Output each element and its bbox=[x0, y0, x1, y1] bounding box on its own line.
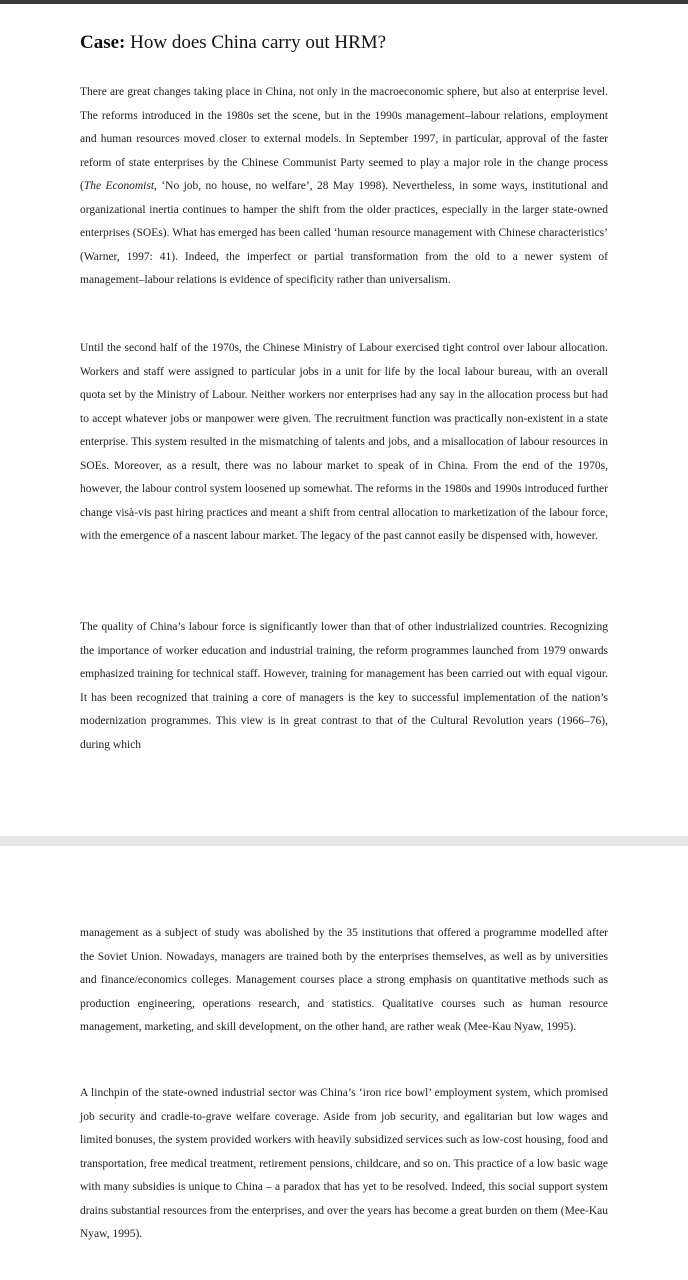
paragraph-1-italic-source: The Economist bbox=[83, 180, 155, 192]
case-title bbox=[80, 32, 386, 54]
paragraph-1 bbox=[80, 81, 608, 293]
paragraph-2: Until the second half of the 1970s, the Chinese Ministry of Labour exercised tight control over labour allocation. Workers and staff were assigned to particular jobs in a unit for life by the local labour bureau, with an overall quota set by the Ministry of Labour. Neither workers nor enterprises had any say in the allocation process but had to accept whatever jobs or manpower were given. The recruitment function was practically non-existent in a state enterprise. This system resulted in the mismatching of talents and jobs, and a misallocation of labour resources in SOEs. Moreover, as a result, there was no labour market to speak of in China. From the end of the 1970s, however, the labour control system loosened up somewhat. The reforms in the 1980s and 1990s introduced further change visà-vis past hiring practices and meant a shift from central allocation to marketization of the labour force, with the emergence of a nascent labour market. The legacy of the past cannot easily be dispensed with, however. bbox=[80, 342, 608, 542]
page-separator bbox=[0, 836, 688, 846]
paragraph-4: management as a subject of study was abolished by the 35 institutions that offered a programme modelled after the Soviet Union. Nowadays, managers are trained both by the enterprises themselves, as well as by universities and finance/economics colleges. Management courses place a strong emphasis on quantitative methods such as production engineering, operations research, and statistics. Qualitative courses such as human resource management, marketing, and skill development, on the other hand, are rather weak (Mee-Kau Nyaw, 1995). bbox=[80, 927, 608, 1033]
case-title-prefix: Case: bbox=[80, 32, 126, 53]
document-page-1 bbox=[0, 4, 688, 836]
paragraph-1-text-end: , ‘No job, no house, no welfare’, 28 May 1998). Nevertheless, in some ways, institutional and organizational inertia continues to hamper the shift from the older practices, especially in the larger state-owned enterprises (SOEs). What has emerged has been called ‘human resource management with Chinese characteristics’ (Warner, 1997: 41). Indeed, the imperfect or partial transformation from the old to a newer system of management–labour relations is evidence of specificity rather than universalism. bbox=[80, 180, 608, 286]
paragraph-3: The quality of China’s labour force is significantly lower than that of other industrialized countries. Recognizing the importance of worker education and industrial training, the reform programmes launched from 1979 onwards emphasized training for technical staff. However, training for management has been carried out with equal vigour. It has been recognized that training a core of managers is the key to successful implementation of the nation’s modernization programmes. This view is in great contrast to that of the Cultural Revolution years (1966–76), during which bbox=[80, 621, 608, 751]
paragraph-5: A linchpin of the state-owned industrial sector was China’s ‘iron rice bowl’ employment system, which promised job security and cradle-to-grave welfare coverage. Aside from job security, and egalitarian but low wages and limited bonuses, the system provided workers with heavily subsidized services such as low-cost housing, food and transportation, free medical treatment, retirement pensions, childcare, and so on. This practice of a low basic wage with many subsidies is unique to China – a paradox that has yet to be resolved. Indeed, this social support system drains substantial resources from the enterprises, and over the years has become a great burden on them (Mee-Kau Nyaw, 1995). bbox=[80, 1087, 608, 1240]
document-page-2 bbox=[0, 846, 688, 1280]
paragraph-1-text-start: There are great changes taking place in China, not only in the macroeconomic sphere, but also at enterprise level. The reforms introduced in the 1980s set the scene, but in the 1990s management–labour relations, employment and human resources moved closer to external models. In September 1997, in particular, approval of the faster reform of state enterprises by the Chinese Communist Party seemed to play a major role in the change process ( bbox=[80, 86, 608, 192]
case-title-text: How does China carry out HRM? bbox=[125, 32, 387, 53]
